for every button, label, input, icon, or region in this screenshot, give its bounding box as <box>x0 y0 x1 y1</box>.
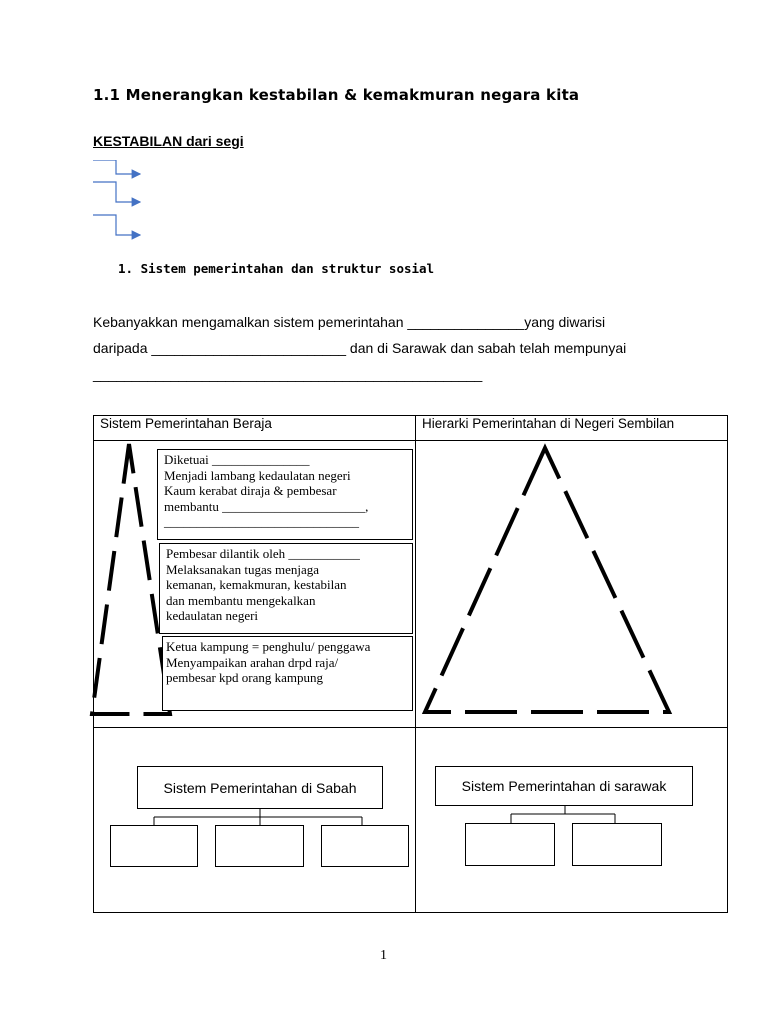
sarawak-child-box-1 <box>465 823 555 866</box>
arrow-icon-1 <box>93 160 140 174</box>
box-raja: Diketuai _______________ Menjadi lambang kedaulatan negeri Kaum kerabat diraja & pembesar membantu ______________________, ______________________________ <box>157 449 413 540</box>
sabah-child-box-3 <box>321 825 409 867</box>
paragraph-line-1: Kebanyakkan mengamalkan sistem pemerintahan _______________yang diwarisi <box>93 314 606 330</box>
paragraph-line-2: daripada _________________________ dan di Sarawak dan sabah telah mempunyai <box>93 340 627 356</box>
box-ketua-kampung: Ketua kampung = penghulu/ penggawa Menyampaikan arahan drpd raja/ pembesar kpd orang kampung <box>162 636 413 711</box>
sarawak-child-box-2 <box>572 823 662 866</box>
paragraph-line-3: __________________________________________________ <box>93 366 483 382</box>
page-number: 1 <box>380 948 387 963</box>
sarawak-connector <box>505 805 625 825</box>
bullet-arrows <box>88 160 158 245</box>
negeri-sembilan-triangle <box>418 438 678 723</box>
header-right: Hierarki Pemerintahan di Negeri Sembilan <box>422 416 675 431</box>
arrow-icon-3 <box>93 215 140 235</box>
arrow-icon-2 <box>93 182 140 202</box>
sabah-child-box-1 <box>110 825 198 867</box>
sarawak-box: Sistem Pemerintahan di sarawak <box>435 766 693 806</box>
page-title: 1.1 Menerangkan kestabilan & kemakmuran negara kita <box>93 86 580 104</box>
sabah-connector <box>150 808 370 826</box>
table-divider <box>415 415 416 913</box>
sabah-box: Sistem Pemerintahan di Sabah <box>137 766 383 809</box>
kestabilan-heading: KESTABILAN dari segi <box>93 133 244 149</box>
box-pembesar: Pembesar dilantik oleh ___________ Melaksanakan tugas menjaga kemanan, kemakmuran, kestabilan dan membantu mengekalkan kedaulatan negeri <box>159 543 413 634</box>
sabah-child-box-2 <box>215 825 304 867</box>
table-row-line <box>93 727 728 728</box>
header-left: Sistem Pemerintahan Beraja <box>100 416 272 431</box>
section1-heading: 1. Sistem pemerintahan dan struktur sosial <box>118 261 435 276</box>
